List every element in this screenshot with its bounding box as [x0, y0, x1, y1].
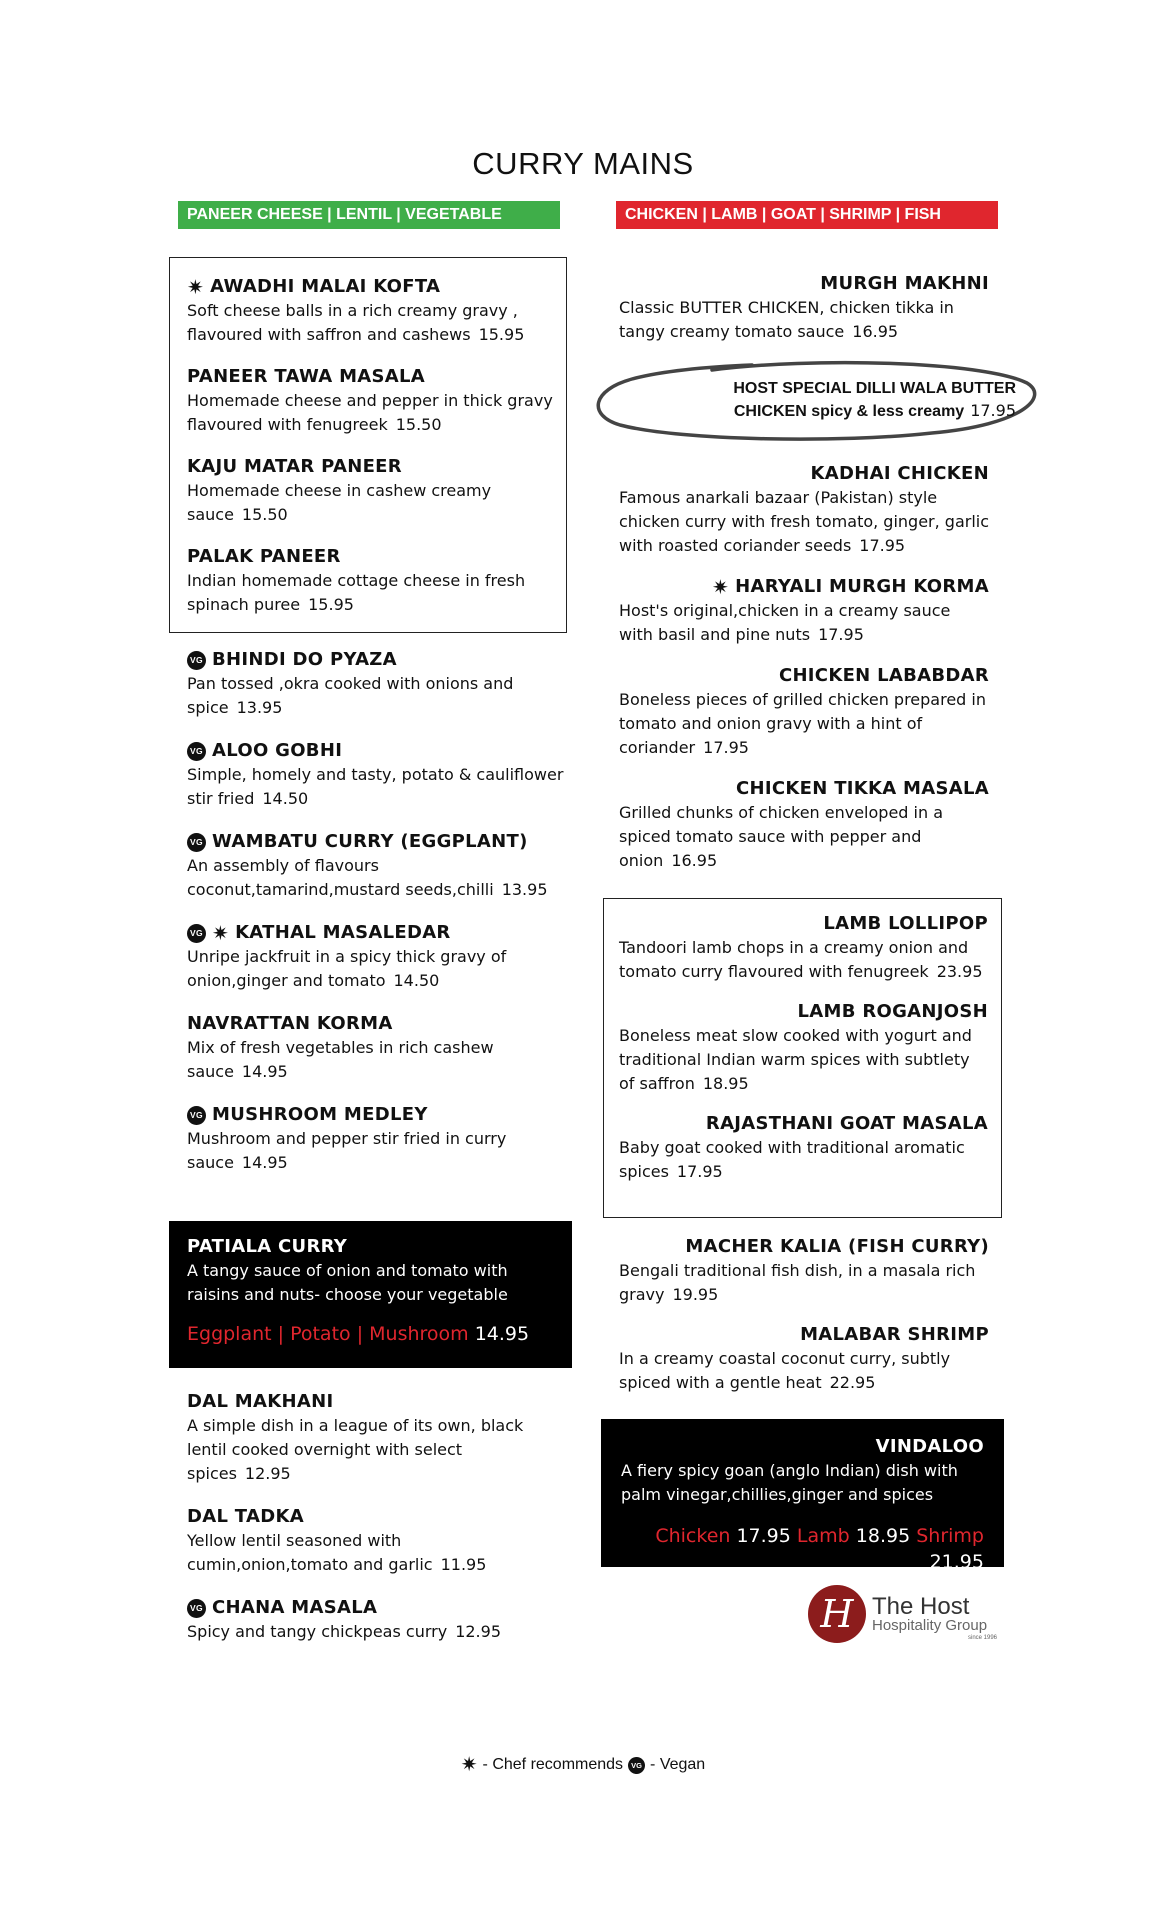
menu-item-name: PALAK PANEER: [187, 546, 341, 567]
menu-item-name: MALABAR SHRIMP: [800, 1324, 989, 1345]
legend-chef-text: - Chef recommends: [482, 1756, 624, 1773]
lamb-goat-box: [603, 898, 1002, 1218]
menu-item-name-row: [619, 664, 989, 688]
chef-recommends-star-icon: ✷: [212, 921, 230, 945]
menu-item: [619, 1112, 988, 1184]
menu-item-description-text: Grilled chunks of chicken enveloped in a spiced tomato sauce with pepper and onion: [619, 803, 944, 870]
menu-item-description-text: Famous anarkali bazaar (Pakistan) style chicken curry with fresh tomato, ginger, garlic with roasted coriander seeds: [619, 488, 990, 555]
menu-item-description-text: In a creamy coastal coconut curry, subtly spiced with a gentle heat: [619, 1349, 951, 1392]
menu-item-description-text: Soft cheese balls in a rich creamy gravy , flavoured with saffron and cashews: [187, 301, 518, 344]
menu-item-description: [187, 299, 566, 347]
chef-recommends-star-icon: ✷: [712, 575, 730, 599]
menu-item-name: MURGH MAKHNI: [820, 273, 989, 294]
legend-vegan-text: - Vegan: [650, 1756, 706, 1773]
menu-item-price: 15.95: [308, 595, 354, 614]
menu-item-name-row: [187, 830, 567, 854]
menu-item-name-row: [187, 1390, 567, 1414]
menu-item-price: 23.95: [936, 962, 983, 981]
menu-item-description: [187, 1620, 567, 1644]
menu-item-description: [187, 569, 566, 617]
menu-item-description: [619, 801, 989, 873]
menu-item-name-row: [187, 739, 567, 763]
menu-item-name: CHICKEN TIKKA MASALA: [736, 778, 989, 799]
menu-item-description-text: Boneless meat slow cooked with yogurt and traditional Indian warm spices with subtlety of saffron: [619, 1026, 972, 1093]
logo-monogram-icon: H: [808, 1585, 866, 1643]
menu-item-name: PANEER TAWA MASALA: [187, 366, 426, 387]
patiala-curry-box: [169, 1221, 572, 1368]
menu-item-description: [187, 389, 566, 437]
menu-item-name: KADHAI CHICKEN: [810, 463, 989, 484]
menu-item: [187, 365, 566, 437]
menu-item-description-text: Homemade cheese in cashew creamy sauce: [187, 481, 492, 524]
host-special-line2-wrap: [686, 400, 1016, 423]
menu-item-name-row: [187, 648, 567, 672]
vindaloo-box: [601, 1419, 1004, 1573]
menu-item-description: [187, 1529, 567, 1577]
menu-item: [187, 830, 567, 902]
menu-item-price: 16.95: [852, 322, 899, 341]
chef-recommends-star-icon: ✷: [187, 275, 205, 299]
menu-item-description-text: Pan tossed ,okra cooked with onions and spice: [187, 674, 514, 717]
legend: [0, 1755, 1166, 1775]
menu-item: [187, 648, 567, 720]
menu-item-description-text: Bengali traditional fish dish, in a masala rich gravy: [619, 1261, 976, 1304]
menu-item-name: MACHER KALIA (FISH CURRY): [685, 1236, 989, 1257]
page-title: CURRY MAINS: [472, 146, 694, 181]
patiala-options: [187, 1321, 554, 1347]
menu-item: [187, 545, 566, 617]
menu-item: [187, 921, 567, 993]
menu-item-description-text: Unripe jackfruit in a spicy thick gravy of onion,ginger and tomato: [187, 947, 507, 990]
vegan-vg-badge-icon: VG: [187, 924, 206, 943]
menu-item-name-row: [187, 1103, 567, 1127]
menu-item: [619, 462, 989, 558]
menu-item-name-row: [619, 1112, 988, 1136]
menu-item-price: 17.95: [970, 401, 1016, 420]
chef-recommends-star-icon: ✷: [460, 1754, 478, 1776]
menu-item-name: WAMBATU CURRY (EGGPLANT): [212, 831, 528, 852]
host-special-text: [686, 378, 1016, 423]
menu-item-name-row: [187, 1505, 567, 1529]
menu-item-description: [187, 763, 567, 811]
menu-item-description: [619, 1024, 988, 1096]
menu-item-description: [187, 854, 567, 902]
vegan-vg-badge-icon: VG: [628, 1757, 645, 1774]
menu-item-name-row: [187, 455, 566, 479]
category-bar-vegetarian: PANEER CHEESE | LENTIL | VEGETABLE: [178, 201, 560, 229]
menu-item-description: [187, 672, 567, 720]
vegan-vg-badge-icon: VG: [187, 742, 206, 761]
menu-item-name: HARYALI MURGH KORMA: [735, 576, 989, 597]
menu-item-name: KATHAL MASALEDAR: [235, 922, 451, 943]
menu-item-name: NAVRATTAN KORMA: [187, 1013, 393, 1034]
menu-item-description: [619, 599, 989, 647]
menu-item-price: 14.50: [393, 971, 440, 990]
vindaloo-option-label: Lamb: [796, 1525, 850, 1547]
menu-item-description: [619, 1136, 988, 1184]
menu-item-price: 12.95: [244, 1464, 291, 1483]
menu-item-name: CHANA MASALA: [212, 1597, 378, 1618]
vindaloo-options: [621, 1523, 984, 1575]
menu-item-description-text: Tandoori lamb chops in a creamy onion and tomato curry flavoured with fenugreek: [619, 938, 969, 981]
menu-item-description: [619, 936, 988, 984]
menu-item-description-text: An assembly of flavours coconut,tamarind,mustard seeds,chilli: [187, 856, 494, 899]
menu-item-description: [619, 296, 989, 344]
menu-item-name-row: [187, 1596, 567, 1620]
the-host-logo: [808, 1585, 1008, 1647]
lamb-list: [619, 912, 988, 1184]
menu-item-name-row: [187, 275, 566, 299]
menu-item-description-text: Spicy and tangy chickpeas curry: [187, 1622, 448, 1641]
menu-item-price: 14.50: [262, 789, 309, 808]
logo-subtitle: Hospitality Group: [872, 1617, 988, 1634]
menu-item-description-text: Yellow lentil seasoned with cumin,onion,tomato and garlic: [187, 1531, 433, 1574]
menu-item-price: 17.95: [703, 738, 749, 757]
menu-item: [187, 739, 567, 811]
menu-item-description-text: Baby goat cooked with traditional aromatic spices: [619, 1138, 965, 1181]
menu-item-price: 17.95: [676, 1162, 723, 1181]
host-special-oval: [592, 355, 1042, 445]
logo-name: The Host: [872, 1593, 970, 1620]
menu-item-name: CHICKEN LABABDAR: [778, 665, 989, 686]
vegan-vg-badge-icon: VG: [187, 1106, 206, 1125]
menu-item-name-row: [187, 1012, 567, 1036]
menu-item-price: 11.95: [440, 1555, 487, 1574]
menu-item-description: [187, 1414, 567, 1486]
menu-item-name: KAJU MATAR PANEER: [187, 456, 402, 477]
menu-item-description-text: Homemade cheese and pepper in thick gravy flavoured with fenugreek: [187, 391, 553, 434]
menu-item-price: 14.95: [241, 1062, 288, 1081]
menu-item-name: AWADHI MALAI KOFTA: [210, 276, 441, 297]
logo-since: since 1996: [968, 1635, 998, 1641]
vindaloo-option-price: 21.95: [929, 1551, 984, 1573]
menu-item-price: 22.95: [829, 1373, 876, 1392]
seafood-list: [619, 1235, 989, 1411]
menu-item-price: 12.95: [455, 1622, 501, 1641]
menu-item-name-row: [187, 365, 566, 389]
menu-item-name-row: [187, 545, 566, 569]
menu-item-description: [187, 1036, 567, 1084]
menu-item: [187, 455, 566, 527]
menu-item-price: 17.95: [859, 536, 906, 555]
menu-item-price: 14.95: [241, 1153, 288, 1172]
menu-item-description: A fiery spicy goan (anglo Indian) dish with palm vinegar,chillies,ginger and spices: [621, 1461, 958, 1504]
vindaloo-option-label: Shrimp: [916, 1525, 984, 1547]
menu-item: [619, 1000, 988, 1096]
menu-item-description-text: Mushroom and pepper stir fried in curry sauce: [187, 1129, 507, 1172]
menu-item-description: [187, 1127, 567, 1175]
menu-item-description-text: Boneless pieces of grilled chicken prepared in tomato and onion gravy with a hint of coriander: [619, 690, 986, 757]
host-special-line1: HOST SPECIAL DILLI WALA BUTTER: [733, 380, 1016, 397]
menu-item-description: [619, 1259, 989, 1307]
vindaloo-option-label: Chicken: [655, 1525, 731, 1547]
menu-item-name: BHINDI DO PYAZA: [212, 649, 397, 670]
menu-item-name: LAMB ROGANJOSH: [797, 1001, 988, 1022]
vegan-vg-badge-icon: VG: [187, 1599, 206, 1618]
dal-list: [187, 1390, 567, 1663]
category-bar-non-vegetarian: CHICKEN | LAMB | GOAT | SHRIMP | FISH: [616, 201, 998, 229]
menu-item: [619, 664, 989, 760]
vegan-vg-badge-icon: VG: [187, 833, 206, 852]
menu-item-description: [187, 479, 566, 527]
menu-item-name: PATIALA CURRY: [187, 1236, 348, 1257]
menu-item-description: [619, 688, 989, 760]
menu-item: [187, 1596, 567, 1644]
menu-item-name-row: [619, 575, 989, 599]
menu-item-description: [187, 945, 567, 993]
menu-item-name: MUSHROOM MEDLEY: [212, 1104, 428, 1125]
menu-item-name: LAMB LOLLIPOP: [823, 913, 988, 934]
menu-item-price: 15.50: [241, 505, 288, 524]
menu-item-description-text: Indian homemade cottage cheese in fresh spinach puree: [187, 571, 526, 614]
menu-item-description: [619, 486, 989, 558]
menu-item-price: 15.95: [478, 325, 525, 344]
menu-item-price: 15.50: [395, 415, 442, 434]
menu-item: [187, 1505, 567, 1577]
menu-item-price: 18.95: [702, 1074, 749, 1093]
menu-item-name-row: [619, 777, 989, 801]
menu-item-price: 19.95: [672, 1285, 719, 1304]
menu-item: [187, 275, 566, 347]
menu-item-description-text: Simple, homely and tasty, potato & cauliflower stir fried: [187, 765, 564, 808]
menu-item-name-row: [187, 921, 567, 945]
chicken-list: [619, 462, 989, 890]
patiala-options-text: Eggplant | Potato | Mushroom: [187, 1323, 469, 1345]
menu-item: [619, 777, 989, 873]
vegetable-list: [187, 648, 567, 1194]
menu-item-name: DAL MAKHANI: [187, 1391, 334, 1412]
menu-item: [187, 1390, 567, 1486]
menu-item-name: ALOO GOBHI: [212, 740, 343, 761]
vindaloo-option-price: 18.95: [855, 1525, 911, 1547]
menu-item-price: 13.95: [236, 698, 283, 717]
murgh-makhni-item: [619, 272, 989, 344]
paneer-list: [187, 275, 566, 617]
menu-item-price: 14.95: [474, 1323, 530, 1345]
menu-item-name-row: [619, 1235, 989, 1259]
menu-item-price: 16.95: [671, 851, 718, 870]
menu-item-description-text: A simple dish in a league of its own, black lentil cooked overnight with select spices: [187, 1416, 524, 1483]
host-special-line2: CHICKEN spicy & less creamy: [733, 403, 965, 420]
menu-item: [619, 575, 989, 647]
menu-item-name-row: [619, 462, 989, 486]
menu-item-name: VINDALOO: [875, 1436, 984, 1457]
menu-item-price: 17.95: [818, 625, 864, 644]
menu-item: [187, 1012, 567, 1084]
menu-item-name: DAL TADKA: [187, 1506, 304, 1527]
vegan-vg-badge-icon: VG: [187, 651, 206, 670]
menu-item: [619, 1235, 989, 1307]
menu-item-description: [619, 1347, 989, 1395]
menu-item: [619, 912, 988, 984]
menu-item-name-row: [619, 1323, 989, 1347]
paneer-section-box: [169, 257, 567, 633]
menu-item: [187, 1103, 567, 1175]
menu-item-description: A tangy sauce of onion and tomato with raisins and nuts- choose your vegetable: [187, 1261, 508, 1304]
menu-item-description-text: Host's original,chicken in a creamy sauce with basil and pine nuts: [619, 601, 951, 644]
menu-item-name-row: [619, 1000, 988, 1024]
vindaloo-option-price: 17.95: [736, 1525, 791, 1547]
menu-item-description-text: Mix of fresh vegetables in rich cashew sauce: [187, 1038, 494, 1081]
menu-item-name-row: [619, 912, 988, 936]
menu-item-name: RAJASTHANI GOAT MASALA: [705, 1113, 988, 1134]
menu-item-description-text: Classic BUTTER CHICKEN, chicken tikka in tangy creamy tomato sauce: [619, 298, 954, 341]
menu-item: [619, 1323, 989, 1395]
menu-item-price: 13.95: [501, 880, 548, 899]
